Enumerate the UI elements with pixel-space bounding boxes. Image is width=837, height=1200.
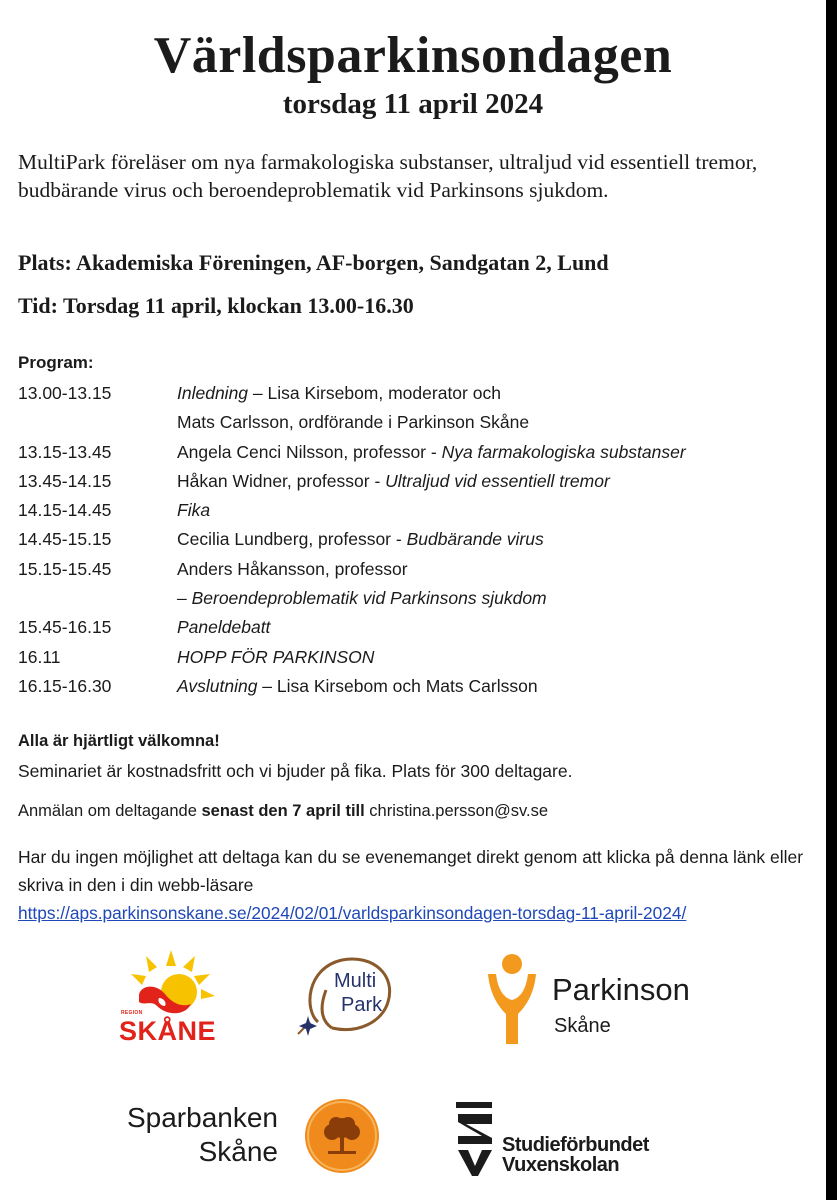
program-item [177, 584, 547, 613]
sparbanken-skane-logo [112, 1096, 382, 1176]
signup-email: christina.persson@sv.se [364, 802, 549, 820]
event-time: Tid: Torsdag 11 april, klockan 13.00-16.30 [18, 293, 414, 318]
program-time: 14.15-14.45 [18, 500, 112, 521]
program-title: Paneldebatt [177, 617, 271, 638]
parkinson-figure-icon [484, 952, 540, 1048]
program-row [18, 672, 818, 701]
program-speaker: Anders Håkansson, professor [177, 558, 408, 579]
event-place: Plats: Akademiska Föreningen, AF-borgen, Sandgatan 2, Lund [18, 250, 609, 275]
poster-title: Världsparkinsondagen [153, 27, 673, 84]
event-date: torsdag 11 april 2024 [282, 88, 544, 120]
program-speaker: Mats Carlsson, ordförande i Parkinson Skåne [177, 412, 530, 433]
program-title: Inledning [177, 383, 249, 403]
program-item [177, 555, 408, 584]
signup-to: till [340, 802, 365, 820]
program-item [177, 467, 610, 496]
program-row [18, 496, 818, 525]
program-row [18, 408, 818, 437]
program-row [18, 525, 818, 554]
program-item [177, 438, 686, 467]
program-time: 15.15-15.45 [18, 558, 112, 579]
multipark-text-line1: Multi [334, 970, 377, 992]
welcome-heading: Alla är hjärtligt välkomna! [18, 732, 220, 750]
parkinson-text: Parkinson [552, 972, 690, 1007]
program-time: 15.45-16.15 [18, 617, 112, 638]
signup-text: Anmälan om deltagande [18, 802, 202, 820]
program-speaker: – Lisa Kirsebom, moderator och [248, 383, 501, 403]
vuxenskolan-text: Vuxenskolan [502, 1154, 620, 1176]
program-title: HOPP FÖR PARKINSON [177, 646, 375, 667]
program-list [18, 379, 818, 701]
program-speaker: Cecilia Lundberg, professor - [177, 529, 407, 550]
program-item [177, 613, 270, 642]
region-skane-logo [115, 946, 227, 1050]
region-skane-small-text: REGION [121, 1010, 143, 1016]
seminar-info: Seminariet är kostnadsfritt och vi bjuder på fika. Plats för 300 deltagare. [18, 761, 573, 781]
program-heading: Program: [18, 353, 94, 372]
program-title: – Beroendeproblematik vid Parkinsons sjukdom [177, 588, 547, 609]
program-time: 16.15-16.30 [18, 675, 112, 696]
program-time: 13.45-14.15 [18, 470, 112, 491]
sparbanken-text-line1: Sparbanken [126, 1102, 278, 1133]
program-title: Nya farmakologiska substanser [441, 441, 686, 462]
remote-info: Har du ingen möjlighet att deltaga kan du se evenemanget direkt genom att klicka på denna länk eller skriva in den i din webb-läsare [18, 847, 804, 895]
program-item [177, 496, 210, 525]
program-title: Budbärande virus [406, 529, 544, 550]
parkinson-sub-text: Skåne [554, 1015, 611, 1037]
program-time: 13.15-13.45 [18, 441, 112, 462]
program-speaker: Håkan Widner, professor - [177, 470, 386, 491]
program-item [177, 672, 538, 701]
program-row [18, 584, 818, 613]
program-row [18, 379, 818, 408]
multipark-logo [296, 950, 400, 1046]
program-row [18, 467, 818, 496]
program-speaker: – Lisa Kirsebom och Mats Carlsson [257, 675, 538, 696]
program-row [18, 643, 818, 672]
parkinson-skane-logo [484, 952, 714, 1048]
program-time: 14.45-15.15 [18, 529, 112, 550]
program-title: Fika [177, 500, 211, 521]
sparbanken-tree-icon [304, 1098, 380, 1174]
studieforbundet-text: Studieförbundet [502, 1134, 649, 1156]
program-title: Avslutning [177, 675, 258, 696]
program-time: 13.00-13.15 [18, 383, 112, 403]
program-time: 16.11 [18, 646, 61, 667]
studieforbundet-vuxenskolan-logo [454, 1100, 704, 1180]
region-skane-text: SKÅNE [119, 1016, 217, 1046]
signup-info [18, 798, 548, 824]
intro-paragraph: MultiPark föreläser om nya farmakologiska substanser, ultraljud vid essentiell tremor, budbärande virus och beroendeproblematik vid Parkinsons sjukdom. [18, 150, 758, 202]
program-item [177, 379, 501, 408]
program-title: Ultraljud vid essentiell tremor [385, 470, 610, 491]
sv-emblem-icon [454, 1100, 500, 1176]
program-item [177, 643, 374, 672]
program-item [177, 408, 529, 437]
multipark-text-line2: Park [341, 994, 383, 1016]
signup-deadline: senast den 7 april [201, 802, 341, 820]
event-stream-link[interactable]: https://aps.parkinsonskane.se/2024/02/01/varldsparkinsondagen-torsdag-11-april-2024/ [18, 903, 687, 923]
program-row [18, 555, 818, 584]
program-speaker: Angela Cenci Nilsson, professor - [177, 441, 442, 462]
program-row [18, 438, 818, 467]
right-edge-bar [826, 0, 837, 1200]
program-row [18, 613, 818, 642]
sparbanken-text-line2: Skåne [198, 1136, 278, 1167]
program-item [177, 525, 544, 554]
